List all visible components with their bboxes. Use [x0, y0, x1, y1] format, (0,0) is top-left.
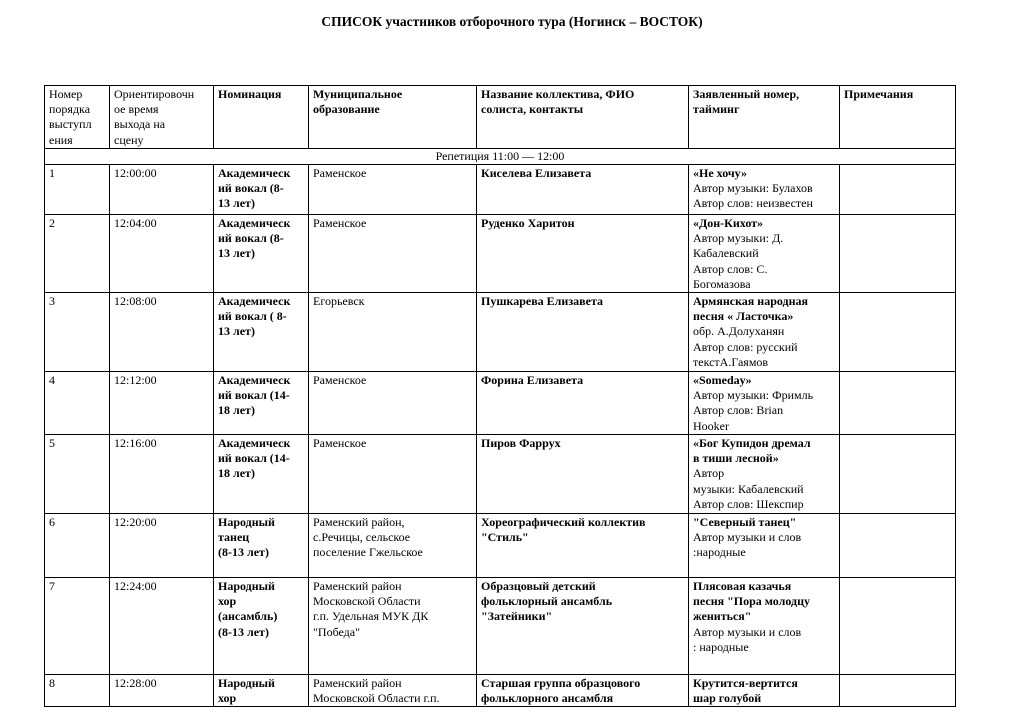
performer-cell [477, 372, 689, 435]
notes-cell [840, 293, 956, 372]
text-line: жениться" [693, 609, 752, 624]
text-line: ий вокал (8- [218, 181, 284, 196]
text-line: песня "Пора молодцу [693, 594, 811, 609]
text-line: 13 лет) [218, 196, 255, 211]
nomination-cell [214, 372, 309, 435]
performer-cell [477, 675, 689, 707]
text-line: Киселева Елизавета [481, 166, 592, 181]
text-line: "Затейники" [481, 609, 553, 624]
nomination-cell [214, 215, 309, 293]
text-line: Народный [218, 515, 275, 530]
text-line: Раменский район [313, 579, 402, 594]
text-line: г.п. Удельная МУК ДК [313, 609, 429, 624]
time-cell: 12:24:00 [110, 578, 214, 675]
text-line: Автор музыки: Булахов [693, 181, 813, 196]
time-cell: 12:00:00 [110, 165, 214, 215]
text-line: Ориентировочн [114, 87, 195, 101]
piece-cell [689, 372, 840, 435]
text-line: Раменское [313, 373, 367, 388]
text-line: Руденко Харитон [481, 216, 575, 231]
text-line: музыки: Кабалевский [693, 481, 804, 496]
text-line: 13 лет) [218, 324, 255, 339]
performer-cell [477, 293, 689, 372]
text-line: 18 лет) [218, 403, 255, 418]
text-line: сцену [114, 132, 144, 147]
text-line: ий вокал ( 8- [218, 309, 287, 324]
text-line: выступл [49, 117, 92, 132]
text-line: в тиши лесной» [693, 451, 779, 466]
text-line: солиста, контакты [481, 102, 584, 117]
text-line: «Someday» [693, 373, 752, 388]
text-line: фольклорного ансамбля [481, 691, 614, 706]
text-line: Кабалевский [693, 246, 759, 261]
text-line: (8-13 лет) [218, 545, 269, 560]
participants-table [44, 85, 956, 707]
text-line: «Дон-Кихот» [693, 216, 764, 231]
piece-cell [689, 215, 840, 293]
order-number-cell: 7 [45, 578, 110, 675]
rehearsal-cell: Репетиция 11:00 — 12:00 [45, 148, 956, 164]
header-row [45, 86, 956, 149]
municipality-cell [309, 435, 477, 514]
text-line: Автор музыки: Фримль [693, 388, 814, 403]
text-line: порядка [49, 102, 91, 117]
table-row [45, 165, 956, 215]
text-line: ий вокал (14- [218, 388, 290, 403]
text-line: песня « Ласточка» [693, 309, 794, 324]
piece-cell [689, 435, 840, 514]
text-line: Муниципальное [313, 87, 403, 101]
text-line: 18 лет) [218, 466, 255, 481]
text-line: (ансамбль) [218, 609, 278, 624]
text-line: ий вокал (14- [218, 451, 290, 466]
text-line: Раменский район, [313, 515, 405, 530]
table-row [45, 293, 956, 372]
municipality-cell [309, 514, 477, 578]
order-number-cell: 6 [45, 514, 110, 578]
text-line: поселение Гжельское [313, 545, 423, 560]
time-cell: 12:20:00 [110, 514, 214, 578]
notes-cell [840, 372, 956, 435]
text-line: Академическ [218, 373, 291, 388]
text-line: 13 лет) [218, 246, 255, 261]
text-line: Богомазова [693, 276, 751, 291]
notes-cell [840, 514, 956, 578]
notes-cell [840, 578, 956, 675]
notes-cell [840, 675, 956, 707]
table-row [45, 514, 956, 578]
text-line: Образцовый детский [481, 579, 596, 594]
text-line: Раменское [313, 436, 367, 451]
text-line: Академическ [218, 294, 291, 309]
text-line: Пушкарева Елизавета [481, 294, 603, 309]
notes-cell [840, 435, 956, 514]
nomination-cell [214, 435, 309, 514]
table-row [45, 675, 956, 707]
time-cell: 12:04:00 [110, 215, 214, 293]
order-number-cell: 3 [45, 293, 110, 372]
text-line: с.Речицы, сельское [313, 530, 411, 545]
text-line: Автор музыки: Д. [693, 231, 784, 246]
text-line: "Стиль" [481, 530, 529, 545]
text-line: Автор [693, 466, 725, 481]
nomination-cell [214, 514, 309, 578]
performer-cell [477, 435, 689, 514]
time-cell: 12:08:00 [110, 293, 214, 372]
text-line: фольклорный ансамбль [481, 594, 613, 609]
text-line: Номинация [218, 87, 282, 101]
time-cell: 12:16:00 [110, 435, 214, 514]
text-line: Автор слов: Шекспир [693, 496, 804, 511]
text-line: Московской Области г.п. [313, 691, 440, 706]
text-line: хор [218, 691, 237, 706]
text-line: Хореографический коллектив [481, 515, 646, 530]
text-line: Плясовая казачья [693, 579, 792, 594]
order-number-cell: 5 [45, 435, 110, 514]
text-line: Раменское [313, 216, 367, 231]
header-municipality [309, 86, 477, 149]
text-line: выхода на [114, 117, 166, 132]
time-cell: 12:28:00 [110, 675, 214, 707]
piece-cell [689, 578, 840, 675]
text-line: Крутится-вертится [693, 676, 798, 691]
header-approx-time [110, 86, 214, 149]
text-line: Заявленный номер, [693, 87, 800, 101]
municipality-cell [309, 165, 477, 215]
text-line: образование [313, 102, 380, 117]
header-performer [477, 86, 689, 149]
time-cell: 12:12:00 [110, 372, 214, 435]
text-line: "Северный танец" [693, 515, 797, 530]
text-line: Московской Области [313, 594, 421, 609]
text-line: : народные [693, 639, 749, 654]
text-line: Примечания [844, 87, 914, 101]
text-line: Академическ [218, 216, 291, 231]
text-line: Раменское [313, 166, 367, 181]
header-nomination [214, 86, 309, 149]
header-order-number [45, 86, 110, 149]
text-line: Название коллектива, ФИО [481, 87, 635, 101]
text-line: Народный [218, 676, 275, 691]
rehearsal-row [45, 148, 956, 164]
text-line: ения [49, 132, 73, 147]
order-number-cell: 4 [45, 372, 110, 435]
piece-cell [689, 293, 840, 372]
text-line: Автор музыки и слов [693, 624, 802, 639]
table-row [45, 372, 956, 435]
notes-cell [840, 165, 956, 215]
nomination-cell [214, 578, 309, 675]
text-line: «Бог Купидон дремал [693, 436, 811, 451]
performer-cell [477, 215, 689, 293]
text-line: Автор слов: русский [693, 339, 798, 354]
text-line: (8-13 лет) [218, 624, 269, 639]
municipality-cell [309, 578, 477, 675]
text-line: «Не хочу» [693, 166, 747, 181]
text-line: Автор слов: С. [693, 261, 768, 276]
order-number-cell: 8 [45, 675, 110, 707]
text-line: Раменский район [313, 676, 402, 691]
text-line: Старшая группа образцового [481, 676, 641, 691]
text-line: Академическ [218, 436, 291, 451]
municipality-cell [309, 675, 477, 707]
text-line: Номер [49, 87, 83, 101]
text-line: ое время [114, 102, 159, 117]
text-line: тайминг [693, 102, 740, 117]
notes-cell [840, 215, 956, 293]
text-line: Академическ [218, 166, 291, 181]
municipality-cell [309, 372, 477, 435]
document-title: СПИСОК участников отборочного тура (Ногинск – ВОСТОК) [321, 14, 703, 29]
text-line: Егорьевск [313, 294, 365, 309]
order-number-cell: 1 [45, 165, 110, 215]
text-line: шар голубой [693, 691, 762, 706]
table-row [45, 578, 956, 675]
text-line: Автор слов: Brian [693, 403, 784, 418]
municipality-cell [309, 215, 477, 293]
text-line: Автор слов: неизвестен [693, 196, 813, 211]
nomination-cell [214, 675, 309, 707]
text-line: Форина Елизавета [481, 373, 584, 388]
nomination-cell [214, 293, 309, 372]
text-line: хор [218, 594, 237, 609]
text-line: Народный [218, 579, 275, 594]
text-line: Автор музыки и слов [693, 530, 802, 545]
table-row [45, 435, 956, 514]
performer-cell [477, 165, 689, 215]
text-line: Армянская народная [693, 294, 809, 309]
municipality-cell [309, 293, 477, 372]
piece-cell [689, 675, 840, 707]
piece-cell [689, 165, 840, 215]
text-line: "Победа" [313, 624, 361, 639]
order-number-cell: 2 [45, 215, 110, 293]
piece-cell [689, 514, 840, 578]
text-line: Пиров Фаррух [481, 436, 561, 451]
text-line: танец [218, 530, 250, 545]
text-line: Hooker [693, 418, 729, 433]
header-piece [689, 86, 840, 149]
header-notes [840, 86, 956, 149]
text-line: ий вокал (8- [218, 231, 284, 246]
text-line: текстА.Гаямов [693, 354, 769, 369]
nomination-cell [214, 165, 309, 215]
text-line: :народные [693, 545, 746, 560]
performer-cell [477, 578, 689, 675]
performer-cell [477, 514, 689, 578]
text-line: обр. А.Долуханян [693, 324, 785, 339]
table-row [45, 215, 956, 293]
